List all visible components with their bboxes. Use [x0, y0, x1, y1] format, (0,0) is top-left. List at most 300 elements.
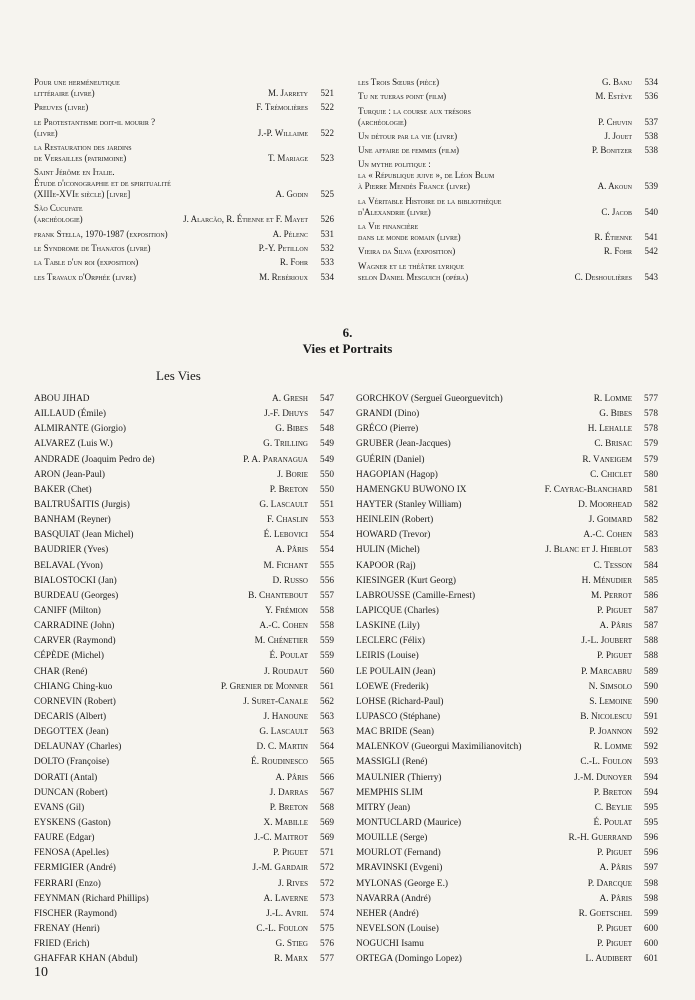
entry-page: 579 — [644, 454, 658, 465]
entry-title: DOLTO (Françoise) — [34, 757, 110, 768]
entry-title: MRAVINSKI (Evgeni) — [356, 863, 443, 874]
entry-author: É. Poulat — [593, 818, 632, 828]
entry-title: DELAUNAY (Charles) — [34, 742, 122, 753]
entry-title: LABROUSSE (Camille-Ernest) — [356, 590, 476, 601]
index-entry — [356, 710, 658, 725]
entry-page: 601 — [644, 954, 658, 965]
entry-author: A. Pâris — [275, 545, 308, 556]
index-entry — [356, 786, 658, 801]
entry-author: J. Borie — [277, 469, 308, 480]
index-entry — [356, 801, 658, 816]
entry-page: 566 — [320, 772, 334, 783]
index-entry — [356, 740, 658, 755]
entry-title: AILLAUD (Émile) — [34, 409, 107, 420]
entry-title: la Vie financière dans le monde romain (livre) — [358, 221, 461, 243]
index-entry — [356, 604, 658, 619]
entry-author: P. Grenier de Monner — [220, 681, 308, 692]
entry-page: 569 — [320, 833, 334, 844]
entry-author: M. Rebérioux — [259, 271, 308, 282]
entry-title: NEVELSON (Louise) — [356, 923, 439, 934]
entry-page: 562 — [320, 696, 334, 707]
entry-title: Preuves (livre) — [34, 102, 89, 113]
entry-page: 581 — [644, 484, 658, 495]
entry-title: GRANDI (Dino) — [356, 409, 420, 420]
index-entry — [34, 771, 334, 786]
entry-author: M. Estève — [595, 91, 632, 102]
entry-author: P. Breton — [269, 484, 308, 495]
index-entry — [356, 892, 658, 907]
entry-page: 588 — [644, 636, 658, 647]
entry-title: ABOU JIHAD — [34, 394, 90, 405]
entry-page: 548 — [320, 424, 334, 435]
entry-page: 599 — [644, 908, 658, 919]
entry-author: A. Pâris — [599, 621, 632, 632]
index-entry — [34, 422, 334, 437]
entry-page: 577 — [320, 954, 334, 965]
entry-page: 561 — [320, 681, 334, 692]
entry-author: R. Fohr — [603, 246, 632, 257]
index-entry — [356, 498, 658, 513]
entry-page: 588 — [644, 651, 658, 662]
index-entry — [356, 861, 658, 876]
index-entry — [34, 922, 334, 937]
entry-page: 564 — [320, 742, 334, 753]
entry-author: C. Deshoulières — [574, 271, 632, 282]
entry-page: 522 — [320, 127, 334, 138]
entry-page: 587 — [644, 606, 658, 617]
entry-author: A. Pélenc — [272, 228, 308, 239]
index-entry — [34, 846, 334, 861]
index-entry — [34, 816, 334, 831]
entry-title: le Protestantisme doit-il mourir ? (livre) — [34, 116, 156, 138]
index-entry — [358, 77, 658, 88]
entry-title: NAVARRA (André) — [356, 893, 431, 904]
entry-title: ALVAREZ (Luis W.) — [34, 439, 113, 450]
entry-page: 574 — [320, 908, 334, 919]
entry-title: HULIN (Michel) — [356, 545, 420, 556]
entry-page: 522 — [320, 102, 334, 113]
entry-author: B. Chantebout — [248, 590, 308, 601]
entry-title: Vieira da Silva (exposition) — [358, 246, 456, 257]
entry-page: 537 — [644, 116, 658, 127]
index-entry — [356, 725, 658, 740]
entry-author: J. Goimard — [588, 515, 632, 526]
entry-page: 592 — [644, 727, 658, 738]
entry-author: R. Vaneigem — [582, 454, 632, 465]
entry-page: 594 — [644, 772, 658, 783]
entry-title: CHIANG Ching-kuo — [34, 681, 113, 692]
entry-page: 543 — [644, 271, 658, 282]
entry-page: 586 — [644, 590, 658, 601]
entry-author: É. Lebovici — [263, 530, 308, 541]
entry-author: C. Brisac — [594, 439, 632, 450]
entry-page: 549 — [320, 439, 334, 450]
index-entry — [356, 468, 658, 483]
index-entry — [34, 272, 334, 283]
index-entry — [34, 257, 334, 268]
entry-title: Wagner et le théâtre lyrique selon Daniel Mesguich (opéra) — [358, 260, 469, 282]
entry-page: 568 — [320, 802, 334, 813]
entry-author: C. Beylie — [594, 802, 632, 813]
index-entry — [356, 649, 658, 664]
entry-title: Saint Jérôme en Italie. Étude d'iconographie et de spiritualité (XIIIe-XVIe siècle) [livre] — [34, 167, 171, 200]
index-entry — [34, 861, 334, 876]
index-entry — [356, 407, 658, 422]
index-entry — [34, 710, 334, 725]
entry-author: M. Perrot — [590, 590, 632, 601]
entry-page: 531 — [320, 228, 334, 239]
index-entry — [356, 559, 658, 574]
index-entry — [356, 937, 658, 952]
entry-author: P. Piguet — [597, 939, 632, 950]
index-entry — [34, 407, 334, 422]
entry-author: P. Piguet — [597, 923, 632, 934]
entry-page: 580 — [644, 469, 658, 480]
entry-title: CORNEVIN (Robert) — [34, 696, 116, 707]
index-entry — [34, 229, 334, 240]
entry-title: les Travaux d'Orphée (livre) — [34, 271, 136, 282]
entry-author: R. Fohr — [279, 257, 308, 268]
index-entry — [356, 816, 658, 831]
entry-author: R.-H. Guerrand — [568, 833, 632, 844]
entry-author: H. Lehalle — [587, 424, 632, 435]
entry-page: 523 — [320, 152, 334, 163]
entry-page: 554 — [320, 545, 334, 556]
index-entry — [356, 543, 658, 558]
entry-page: 549 — [320, 454, 334, 465]
entry-page: 597 — [644, 863, 658, 874]
entry-title: BELAVAL (Yvon) — [34, 560, 103, 571]
entry-title: ORTEGA (Domingo Lopez) — [356, 954, 462, 965]
index-entry — [34, 695, 334, 710]
entry-author: G. Banu — [601, 77, 632, 87]
index-entry — [356, 422, 658, 437]
entry-title: FENOSA (Apel.les) — [34, 848, 109, 859]
entry-author: A.-C. Cohen — [259, 621, 308, 632]
entry-author: R. Lomme — [593, 742, 632, 753]
entry-page: 556 — [320, 575, 334, 586]
entry-author: H. Ménudier — [581, 575, 632, 586]
entry-author: P. Chuvin — [598, 116, 632, 127]
entry-title: MEMPHIS SLIM — [356, 787, 423, 798]
entry-title: BALTRUŠAITIS (Jurgis) — [34, 500, 130, 511]
entry-title: MOURLOT (Fernand) — [356, 848, 441, 859]
entry-author: J.-M. Gardair — [252, 863, 308, 874]
index-entry — [356, 634, 658, 649]
entry-author: S. Lemoine — [589, 696, 632, 707]
entry-title: ANDRADE (Joaquim Pedro de) — [34, 454, 155, 465]
index-entry — [34, 634, 334, 649]
entry-page: 584 — [644, 560, 658, 571]
entry-page: 553 — [320, 515, 334, 526]
index-entry — [34, 725, 334, 740]
entry-author: R. Lomme — [593, 394, 632, 405]
entry-page: 547 — [320, 394, 334, 405]
entry-author: P. Breton — [593, 787, 632, 798]
index-entry — [34, 243, 334, 254]
entry-author: A. Gresh — [272, 394, 308, 405]
entry-author: X. Mabille — [263, 818, 308, 828]
entry-page: 595 — [644, 802, 658, 813]
entry-author: P. Piguet — [273, 848, 308, 859]
entry-title: Pour une herméneutique littéraire (livre) — [34, 77, 120, 98]
index-entry — [358, 91, 658, 102]
entry-page: 538 — [644, 145, 658, 156]
entry-author: P. Piguet — [597, 848, 632, 859]
entry-title: EYSKENS (Gaston) — [34, 818, 111, 828]
index-entry — [34, 937, 334, 952]
page-number: 10 — [34, 965, 48, 980]
index-entry — [34, 680, 334, 695]
entry-page: 521 — [320, 88, 334, 98]
entry-page: 533 — [320, 257, 334, 268]
section-number: 6. — [342, 325, 353, 340]
entry-author: A. Laverne — [263, 893, 308, 904]
entry-page: 583 — [644, 545, 658, 556]
entry-author: G. Bibes — [275, 424, 308, 435]
index-entry — [356, 665, 658, 680]
index-entry — [34, 167, 334, 200]
entry-title: GUÉRIN (Daniel) — [356, 454, 425, 465]
entry-title: NOGUCHI Isamu — [356, 939, 424, 950]
index-entry — [356, 528, 658, 543]
entry-page: 547 — [320, 409, 334, 420]
entry-title: KAPOOR (Raj) — [356, 560, 416, 571]
entry-page: 577 — [644, 394, 658, 405]
entry-title: HAMENGKU BUWONO IX — [356, 484, 467, 495]
entry-author: D. C. Martin — [256, 742, 308, 753]
entry-author: J.-P. Willaime — [257, 127, 308, 138]
entry-page: 540 — [644, 206, 658, 217]
entry-title: NEHER (André) — [356, 908, 419, 919]
entry-author: J. Suret-Canale — [243, 696, 308, 707]
entry-title: ARON (Jean-Paul) — [34, 469, 106, 480]
entry-author: F. Trémolières — [256, 102, 308, 113]
entry-page: 587 — [644, 621, 658, 632]
index-entry — [356, 695, 658, 710]
entry-title: FEYNMAN (Richard Phillips) — [34, 893, 149, 904]
entry-author: P. Piguet — [597, 606, 632, 617]
index-entry — [356, 392, 658, 407]
entry-title: CARRADINE (John) — [34, 621, 115, 632]
index-entry — [356, 831, 658, 846]
index-entry — [34, 589, 334, 604]
entry-title: CÉPÈDE (Michel) — [34, 651, 104, 662]
entry-page: 536 — [644, 91, 658, 102]
entry-page: 598 — [644, 878, 658, 889]
entry-author: G. Lascault — [259, 727, 308, 738]
entry-author: R. Étienne — [594, 232, 632, 243]
entry-title: MAULNIER (Thierry) — [356, 772, 442, 783]
entry-author: G. Lascault — [259, 500, 308, 511]
entry-page: 567 — [320, 787, 334, 798]
index-entry — [34, 142, 334, 164]
entry-title: CANIFF (Milton) — [34, 606, 101, 617]
entry-title: Un détour par la vie (livre) — [358, 130, 458, 141]
entry-title: le Syndrome de Thanatos (livre) — [34, 243, 151, 254]
entry-title: FERMIGIER (André) — [34, 863, 116, 874]
entry-page: 585 — [644, 575, 658, 586]
entry-page: 590 — [644, 681, 658, 692]
index-entry — [34, 437, 334, 452]
entry-author: J.-F. Dhuys — [264, 409, 308, 420]
entry-author: C. Chiclet — [590, 469, 632, 480]
entry-title: Turquie : la course aux trésors (archéologie) — [358, 105, 471, 127]
entry-page: 554 — [320, 530, 334, 541]
entry-author: D. Moorhead — [578, 500, 632, 511]
entry-author: C. Tesson — [593, 560, 632, 571]
entry-author: P. Bonitzer — [591, 145, 632, 156]
index-entry — [34, 755, 334, 770]
entry-title: EVANS (Gil) — [34, 802, 85, 813]
entry-author: L. Audibert — [585, 954, 632, 965]
entry-author: J. Alarcão, R. Étienne et F. Mayet — [183, 214, 308, 225]
entry-author: C. Jacob — [601, 206, 632, 217]
entry-page: 542 — [644, 246, 658, 257]
index-entry — [34, 831, 334, 846]
entry-page: 559 — [320, 651, 334, 662]
entry-page: 559 — [320, 636, 334, 647]
entry-page: 572 — [320, 863, 334, 874]
entry-author: P. Joannon — [589, 727, 632, 738]
entry-author: M. Jarrety — [267, 88, 308, 98]
entry-author: J.-L. Joubert — [581, 636, 632, 647]
entry-author: P. Darcque — [587, 878, 632, 889]
entry-title: GORCHKOV (Sergueï Gueorguevitch) — [356, 394, 503, 405]
entry-title: DEGOTTEX (Jean) — [34, 727, 109, 738]
entry-author: P. Breton — [269, 802, 308, 813]
entry-page: 550 — [320, 469, 334, 480]
entry-author: B. Nicolescu — [580, 712, 632, 723]
entry-page: 534 — [320, 271, 334, 282]
entry-author: P. A. Paranagua — [243, 454, 308, 465]
index-entry — [34, 203, 334, 225]
lives-left-column — [34, 392, 334, 967]
entry-author: C.-L. Foulon — [580, 757, 632, 768]
entry-title: FRENAY (Henri) — [34, 923, 100, 934]
entry-title: MAC BRIDE (Sean) — [356, 727, 434, 738]
entry-title: HAYTER (Stanley William) — [356, 500, 462, 511]
entry-author: A. Pâris — [275, 772, 308, 783]
entry-title: São Cucufate (archéologie) — [34, 203, 83, 225]
entry-page: 589 — [644, 666, 658, 677]
top-right-column — [358, 77, 658, 286]
entry-page: 557 — [320, 590, 334, 601]
index-entry — [356, 589, 658, 604]
entry-page: 558 — [320, 606, 334, 617]
index-entry — [34, 892, 334, 907]
entry-title: LEIRIS (Louise) — [356, 651, 419, 662]
entry-title: la Restauration des jardins de Versailles (patrimoine) — [34, 141, 132, 163]
entry-page: 594 — [644, 787, 658, 798]
entry-author: É. Roudinesco — [251, 757, 308, 768]
entry-page: 565 — [320, 757, 334, 768]
index-entry — [34, 604, 334, 619]
entry-title: CHAR (René) — [34, 666, 88, 677]
index-entry — [34, 801, 334, 816]
entry-title: MASSIGLI (René) — [356, 757, 428, 768]
index-entry — [358, 145, 658, 156]
index-entry — [358, 221, 658, 243]
entry-page: 596 — [644, 848, 658, 859]
entry-title: MYLONAS (George E.) — [356, 878, 449, 889]
entry-author: F. Cayrac-Blanchard — [544, 484, 632, 495]
entry-author: R. Marx — [274, 954, 308, 965]
index-entry — [34, 574, 334, 589]
index-entry — [34, 468, 334, 483]
entry-page: 551 — [320, 500, 334, 511]
entry-page: 539 — [644, 181, 658, 192]
index-entry — [34, 740, 334, 755]
index-entry — [358, 246, 658, 257]
subsection-title: Les Vies — [156, 368, 201, 383]
entry-author: J. Rives — [277, 878, 308, 889]
entry-author: J. Hanoune — [263, 712, 308, 723]
index-entry — [34, 649, 334, 664]
entry-title: les Trois Sœurs (pièce) — [358, 77, 440, 87]
entry-page: 600 — [644, 939, 658, 950]
entry-page: 555 — [320, 560, 334, 571]
entry-page: 579 — [644, 439, 658, 450]
entry-page: 575 — [320, 923, 334, 934]
index-entry — [356, 907, 658, 922]
entry-page: 593 — [644, 757, 658, 768]
entry-page: 595 — [644, 818, 658, 828]
index-entry — [358, 159, 658, 192]
entry-title: DUNCAN (Robert) — [34, 787, 108, 798]
index-entry — [34, 907, 334, 922]
entry-author: A.-C. Cohen — [583, 530, 632, 541]
index-entry — [356, 513, 658, 528]
lives-right-column — [356, 392, 658, 967]
entry-author: J. Jouet — [604, 130, 632, 141]
index-entry — [356, 755, 658, 770]
entry-author: D. Russo — [272, 575, 308, 586]
index-entry — [356, 952, 658, 967]
entry-author: A. Pâris — [599, 863, 632, 874]
index-entry — [358, 261, 658, 283]
index-entry — [356, 846, 658, 861]
entry-page: 590 — [644, 696, 658, 707]
entry-page: 583 — [644, 530, 658, 541]
index-entry — [34, 665, 334, 680]
entry-page: 582 — [644, 500, 658, 511]
index-entry — [34, 513, 334, 528]
entry-author: J.-C. Maitrot — [254, 833, 308, 844]
entry-title: MONTUCLARD (Maurice) — [356, 818, 462, 828]
index-entry — [34, 483, 334, 498]
section-title: Vies et Portraits — [302, 341, 393, 356]
entry-title: la Table d'un roi (exposition) — [34, 257, 139, 268]
entry-title: DECARIS (Albert) — [34, 712, 107, 723]
entry-page: 526 — [320, 214, 334, 225]
entry-title: LOHSE (Richard-Paul) — [356, 696, 444, 707]
index-entry — [356, 877, 658, 892]
entry-author: N. Simsolo — [588, 681, 632, 692]
index-entry — [356, 453, 658, 468]
entry-page: 569 — [320, 818, 334, 828]
entry-page: 596 — [644, 833, 658, 844]
entry-page: 582 — [644, 515, 658, 526]
entry-title: BAUDRIER (Yves) — [34, 545, 109, 556]
entry-page: 532 — [320, 243, 334, 254]
entry-title: BANHAM (Reyner) — [34, 515, 111, 526]
entry-author: J. Roudaut — [263, 666, 308, 677]
entry-title: BURDEAU (Georges) — [34, 590, 119, 601]
index-entry — [356, 619, 658, 634]
index-entry — [34, 877, 334, 892]
index-entry — [356, 922, 658, 937]
